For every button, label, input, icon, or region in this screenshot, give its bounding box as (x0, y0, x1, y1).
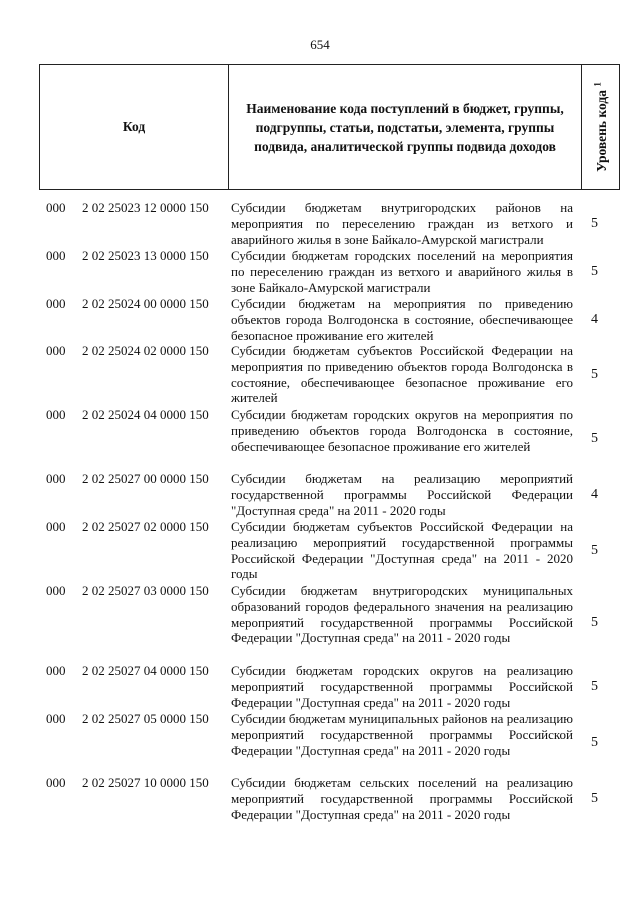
row-code: 2 02 25027 04 0000 150 (82, 663, 209, 678)
row-prefix: 000 (46, 711, 66, 726)
row-level: 5 (591, 216, 598, 231)
row-prefix: 000 (46, 248, 66, 263)
row-level: 5 (591, 431, 598, 446)
row-description: Субсидии бюджетам на мероприятия по приведению объектов города Волгодонска в состояние, обеспечивающее безопасное проживание его жителей (231, 296, 573, 343)
header-level-footnote: 1 (591, 82, 602, 87)
header-name-label: Наименование кода поступлений в бюджет, группы, подгруппы, статьи, подстатьи, элемента, группы подвида, аналитической группы подвида доходов (246, 100, 564, 154)
row-level: 5 (591, 367, 598, 382)
row-prefix: 000 (46, 343, 66, 358)
row-level: 4 (591, 312, 598, 327)
row-description: Субсидии бюджетам внутригородских районов на мероприятия по переселению граждан из ветхого и аварийного жилья в зоне Байкало-Амурской магистрали (231, 200, 573, 247)
row-level: 5 (591, 791, 598, 806)
row-prefix: 000 (46, 471, 66, 486)
row-code: 2 02 25023 13 0000 150 (82, 248, 209, 263)
row-code: 2 02 25024 02 0000 150 (82, 343, 209, 358)
row-description: Субсидии бюджетам сельских поселений на реализацию мероприятий государственной программы Российской Федерации "Доступная среда" на 2011 - 2020 годы (231, 775, 573, 822)
row-level: 5 (591, 679, 598, 694)
row-code: 2 02 25023 12 0000 150 (82, 200, 209, 215)
header-name-cell (229, 65, 582, 190)
header-code-cell (40, 65, 229, 190)
row-description: Субсидии бюджетам субъектов Российской Федерации на реализацию мероприятий государственной программы Российской Федерации "Доступная среда" на 2011 - 2020 годы (231, 519, 573, 582)
row-level: 5 (591, 735, 598, 750)
row-description: Субсидии бюджетам городских поселений на мероприятия по переселению граждан из ветхого и аварийного жилья в зоне Байкало-Амурской магистрали (231, 248, 573, 295)
header-level-cell (582, 65, 620, 190)
header-level-label: Уровень кода (593, 90, 609, 172)
row-code: 2 02 25027 05 0000 150 (82, 711, 209, 726)
row-prefix: 000 (46, 775, 66, 790)
row-level: 5 (591, 615, 598, 630)
row-level: 4 (591, 487, 598, 502)
row-description: Субсидии бюджетам субъектов Российской Федерации на мероприятия по приведению объектов города Волгодонска в состояние, обеспечивающее безопасное проживание его жителей (231, 343, 573, 406)
row-code: 2 02 25027 02 0000 150 (82, 519, 209, 534)
row-prefix: 000 (46, 200, 66, 215)
row-code: 2 02 25024 00 0000 150 (82, 296, 209, 311)
row-level: 5 (591, 264, 598, 279)
row-code: 2 02 25027 00 0000 150 (82, 471, 209, 486)
row-description: Субсидии бюджетам на реализацию мероприятий государственной программы Российской Федерации "Доступная среда" на 2011 - 2020 годы (231, 471, 573, 518)
page-number: 654 (310, 37, 330, 52)
table-header (39, 64, 620, 190)
row-code: 2 02 25027 10 0000 150 (82, 775, 209, 790)
row-description: Субсидии бюджетам муниципальных районов на реализацию мероприятий государственной программы Российской Федерации "Доступная среда" на 2011 - 2020 годы (231, 711, 573, 758)
row-prefix: 000 (46, 519, 66, 534)
header-code-label: Код (122, 119, 146, 134)
row-prefix: 000 (46, 296, 66, 311)
row-code: 2 02 25027 03 0000 150 (82, 583, 209, 598)
row-level: 5 (591, 543, 598, 558)
row-code: 2 02 25024 04 0000 150 (82, 407, 209, 422)
row-prefix: 000 (46, 583, 66, 598)
row-description: Субсидии бюджетам городских округов на мероприятия по приведению объектов города Волгодонска в состояние, обеспечивающее безопасное проживание его жителей (231, 407, 573, 454)
row-description: Субсидии бюджетам городских округов на реализацию мероприятий государственной программы Российской Федерации "Доступная среда" на 2011 - 2020 годы (231, 663, 573, 710)
row-prefix: 000 (46, 407, 66, 422)
row-description: Субсидии бюджетам внутригородских муниципальных образований городов федерального значения на реализацию мероприятий государственной программы Российской Федерации "Доступная среда" на 2011 - 2020 годы (231, 583, 573, 646)
row-prefix: 000 (46, 663, 66, 678)
